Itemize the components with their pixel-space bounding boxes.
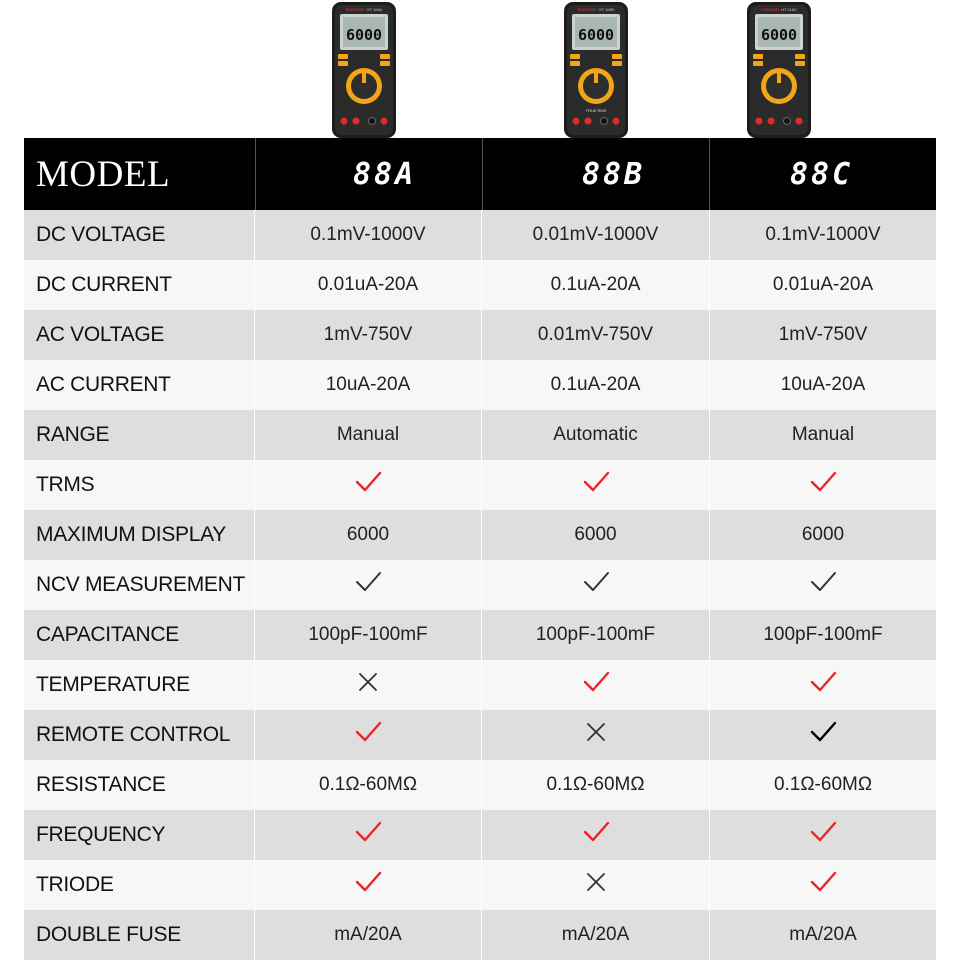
spec-mark <box>254 710 481 760</box>
table-row <box>24 810 936 860</box>
table-row <box>24 510 936 560</box>
model-header-label: MODEL <box>36 153 171 195</box>
table-row <box>24 460 936 510</box>
spec-value: 0.1Ω-60MΩ <box>709 760 936 810</box>
spec-mark <box>709 810 936 860</box>
spec-value: 0.1mV-1000V <box>709 210 936 260</box>
check-dark-icon <box>353 567 383 603</box>
spec-mark <box>481 560 709 610</box>
row-label: DOUBLE FUSE <box>36 923 181 946</box>
spec-mark <box>481 460 709 510</box>
spec-mark <box>709 560 936 610</box>
table-row <box>24 710 936 760</box>
spec-value: 6000 <box>254 510 481 560</box>
spec-mark <box>254 860 481 910</box>
spec-value: 0.01mV-750V <box>481 310 709 360</box>
spec-value: 6000 <box>709 510 936 560</box>
row-label: RESISTANCE <box>36 773 166 796</box>
table-row <box>24 560 936 610</box>
meter-brand: Kaiweets <box>761 7 780 12</box>
header-divider <box>255 138 256 210</box>
spec-value: 100pF-100mF <box>709 610 936 660</box>
meter-brand: Kaiweets <box>578 7 597 12</box>
meter-brand: Kaiweets <box>346 7 365 12</box>
meter-mode-label: TRUE RMS <box>585 108 607 113</box>
check-red-icon <box>808 817 838 853</box>
check-red-icon <box>353 717 383 753</box>
spec-mark <box>481 710 709 760</box>
model-name-88b: 88B <box>582 156 646 192</box>
table-row <box>24 660 936 710</box>
check-red-icon <box>353 867 383 903</box>
table-body <box>24 210 936 960</box>
spec-value: mA/20A <box>481 910 709 960</box>
check-red-icon <box>581 467 611 503</box>
model-name-88c: 88C <box>790 156 854 192</box>
row-label: MAXIMUM DISPLAY <box>36 523 226 546</box>
multimeter-image-88c <box>745 0 813 138</box>
row-label: AC VOLTAGE <box>36 323 165 346</box>
table-row <box>24 760 936 810</box>
check-red-icon <box>581 817 611 853</box>
cross-icon <box>581 717 611 753</box>
spec-mark <box>481 810 709 860</box>
check-dark-icon <box>808 567 838 603</box>
table-row <box>24 210 936 260</box>
header-divider <box>482 138 483 210</box>
row-label: REMOTE CONTROL <box>36 723 231 746</box>
row-label: CAPACITANCE <box>36 623 179 646</box>
spec-value: 0.1uA-20A <box>481 360 709 410</box>
spec-mark <box>481 860 709 910</box>
check-red-icon <box>808 467 838 503</box>
table-header-row <box>24 138 936 210</box>
spec-mark <box>481 660 709 710</box>
spec-value: 1mV-750V <box>254 310 481 360</box>
header-divider <box>709 138 710 210</box>
spec-value: 0.01uA-20A <box>254 260 481 310</box>
spec-value: Automatic <box>481 410 709 460</box>
spec-value: 0.1Ω-60MΩ <box>254 760 481 810</box>
table-row <box>24 410 936 460</box>
row-label: TRIODE <box>36 873 114 896</box>
meter-screen-reading: 6000 <box>345 26 383 44</box>
spec-value: 6000 <box>481 510 709 560</box>
spec-value: Manual <box>254 410 481 460</box>
meter-screen-reading: 6000 <box>577 26 615 44</box>
spec-mark <box>709 710 936 760</box>
spec-value: 0.01uA-20A <box>709 260 936 310</box>
spec-mark <box>709 460 936 510</box>
cross-icon <box>581 867 611 903</box>
check-red-icon <box>808 867 838 903</box>
spec-value: 10uA-20A <box>709 360 936 410</box>
spec-mark <box>709 860 936 910</box>
spec-value: 1mV-750V <box>709 310 936 360</box>
spec-mark <box>254 460 481 510</box>
check-dark-icon <box>581 567 611 603</box>
check-red-icon <box>353 467 383 503</box>
spec-value: 0.1Ω-60MΩ <box>481 760 709 810</box>
spec-mark <box>254 660 481 710</box>
spec-value: 100pF-100mF <box>481 610 709 660</box>
table-row <box>24 360 936 410</box>
spec-mark <box>254 560 481 610</box>
table-row <box>24 310 936 360</box>
check-red-icon <box>581 667 611 703</box>
model-name-88a: 88A <box>353 156 417 192</box>
meter-model: HT-118B <box>598 7 614 12</box>
comparison-table <box>24 138 936 960</box>
check-red-icon <box>808 667 838 703</box>
meter-model: HT-118A <box>366 7 382 12</box>
meter-model: HT-118C <box>781 7 797 12</box>
meter-screen-reading: 6000 <box>760 26 798 44</box>
spec-mark <box>709 660 936 710</box>
row-label: AC CURRENT <box>36 373 171 396</box>
spec-value: Manual <box>709 410 936 460</box>
row-label: TRMS <box>36 473 95 496</box>
row-label: NCV MEASUREMENT <box>36 573 246 596</box>
row-label: DC VOLTAGE <box>36 223 166 246</box>
check-black-icon <box>808 717 838 753</box>
spec-value: mA/20A <box>709 910 936 960</box>
cross-icon <box>353 667 383 703</box>
spec-value: mA/20A <box>254 910 481 960</box>
row-label: RANGE <box>36 423 110 446</box>
row-label: DC CURRENT <box>36 273 172 296</box>
multimeter-image-88a <box>330 0 398 138</box>
product-images <box>0 0 960 138</box>
row-label: FREQUENCY <box>36 823 166 846</box>
spec-value: 0.1uA-20A <box>481 260 709 310</box>
table-row <box>24 260 936 310</box>
spec-value: 100pF-100mF <box>254 610 481 660</box>
spec-value: 10uA-20A <box>254 360 481 410</box>
spec-value: 0.01mV-1000V <box>481 210 709 260</box>
table-row <box>24 860 936 910</box>
spec-value: 0.1mV-1000V <box>254 210 481 260</box>
spec-mark <box>254 810 481 860</box>
check-red-icon <box>353 817 383 853</box>
row-label: TEMPERATURE <box>36 673 190 696</box>
table-row <box>24 610 936 660</box>
table-row <box>24 910 936 960</box>
multimeter-image-88b <box>562 0 630 138</box>
